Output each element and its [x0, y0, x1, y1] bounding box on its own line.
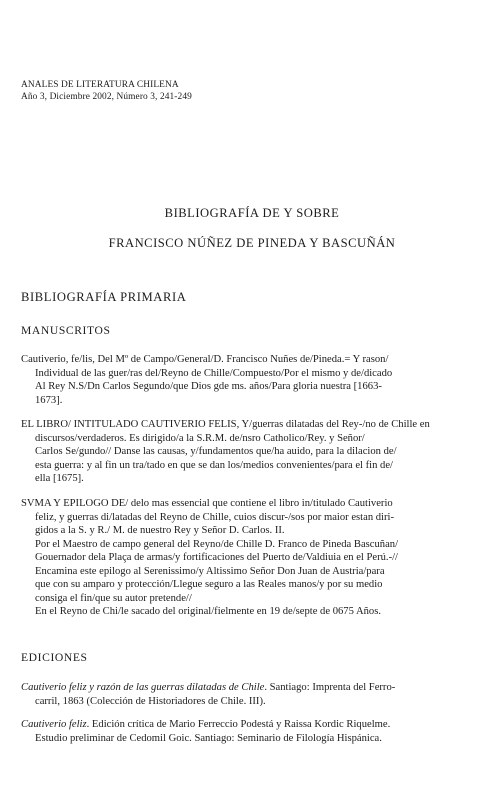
- entry-line: Carlos Se/gundo// Danse las causas, y/fundamentos que/ha auido, para la dilacion de/: [35, 446, 397, 457]
- entry-line: esta guerra: y al fin un tra/tado en que se dan los/medios convenientes/para el fin de/: [35, 459, 394, 471]
- entry-line: feliz, y guerras di/latadas del Reyno de Chille, cuios discur-/sos por maior estan diri-: [35, 511, 394, 523]
- edition-title: Cautiverio feliz y razón de las guerras dilatadas de Chile: [21, 682, 265, 693]
- article-title-line-1: BIBLIOGRAFÍA DE Y SOBRE: [164, 206, 340, 220]
- entry-line: SVMA Y EPILOGO DE/ delo mas essencial que contiene el libro in/titulado Cautiverio: [21, 498, 393, 509]
- issue-info: Año 3, Diciembre 2002, Número 3, 241-249: [21, 92, 192, 102]
- entry-line: carril, 1863 (Colección de Historiadores de Chile. III).: [35, 695, 266, 707]
- article-title-line-2: FRANCISCO NÚÑEZ DE PINEDA Y BASCUÑÁN: [108, 236, 396, 250]
- entry-line: [21, 718, 489, 732]
- entry-line: Gouernador dela Plaça de armas/y fortificaciones del Puerto de/Valdiuia en el Perú.-//: [35, 552, 398, 563]
- running-head: [21, 79, 192, 103]
- edition-entry-1: [21, 681, 489, 708]
- journal-name: ANALES DE LITERATURA CHILENA: [21, 80, 179, 90]
- manuscript-entry-2: [21, 418, 489, 486]
- manuscript-entry-3: [21, 497, 489, 619]
- entry-line: que con su amparo y protección/Llegue seguro a las Reales manos/y por su medio: [35, 579, 383, 590]
- edition-details: . Edición crítica de Mario Ferreccio Podestá y Raissa Kordic Riquelme.: [86, 719, 391, 730]
- manuscript-entry-1: [21, 353, 489, 407]
- section-heading: BIBLIOGRAFÍA PRIMARIA: [21, 290, 187, 304]
- entry-line: Estudio preliminar de Cedomil Goic. Santiago: Seminario de Filología Hispánica.: [35, 732, 382, 744]
- entry-line: En el Reyno de Chi/le sacado del original/fielmente en 19 de/septe de 0675 Años.: [35, 606, 381, 617]
- edition-details: . Santiago: Imprenta del Ferro-: [264, 682, 396, 693]
- entry-line: EL LIBRO/ INTITULADO CAUTIVERIO FELIS, Y/guerras dilatadas del Rey-/no de Chille en: [21, 419, 430, 430]
- edition-title: Cautiverio feliz: [21, 719, 87, 730]
- entry-line: gidos a la S. y R./ M. de nuestro Rey y Señor D. Carlos. II.: [35, 525, 285, 536]
- entry-line: 1673].: [35, 394, 63, 406]
- subsection-heading-ediciones: EDICIONES: [21, 651, 88, 664]
- subsection-heading-manuscritos: MANUSCRITOS: [21, 324, 111, 337]
- edition-entry-2: [21, 718, 489, 745]
- entry-line: discursos/verdaderos. Es dirigido/a la S.R.M. de/nsro Catholico/Rey. y Señor/: [35, 432, 365, 444]
- entry-line: consiga el fin/que su autor pretende//: [35, 592, 192, 604]
- entry-line: Cautiverio, fe/lis, Del Mº de Campo/General/D. Francisco Nuñes de/Pineda.= Y rason/: [21, 354, 389, 365]
- entry-line: [21, 681, 489, 695]
- entry-line: Encamina este epilogo al Serenissimo/y Altissimo Señor Don Juan de Austria/para: [35, 565, 385, 577]
- entry-line: ella [1675].: [35, 473, 84, 484]
- entry-line: Por el Maestro de campo general del Reyno/de Chille D. Franco de Pineda Bascuñan/: [35, 538, 399, 550]
- entry-line: Al Rey N.S/Dn Carlos Segundo/que Dios gde ms. años/Para gloria nuestra [1663-: [35, 381, 382, 392]
- entry-line: Individual de las guer/ras del/Reyno de Chille/Compuesto/Por el mismo y de/dicado: [35, 367, 393, 379]
